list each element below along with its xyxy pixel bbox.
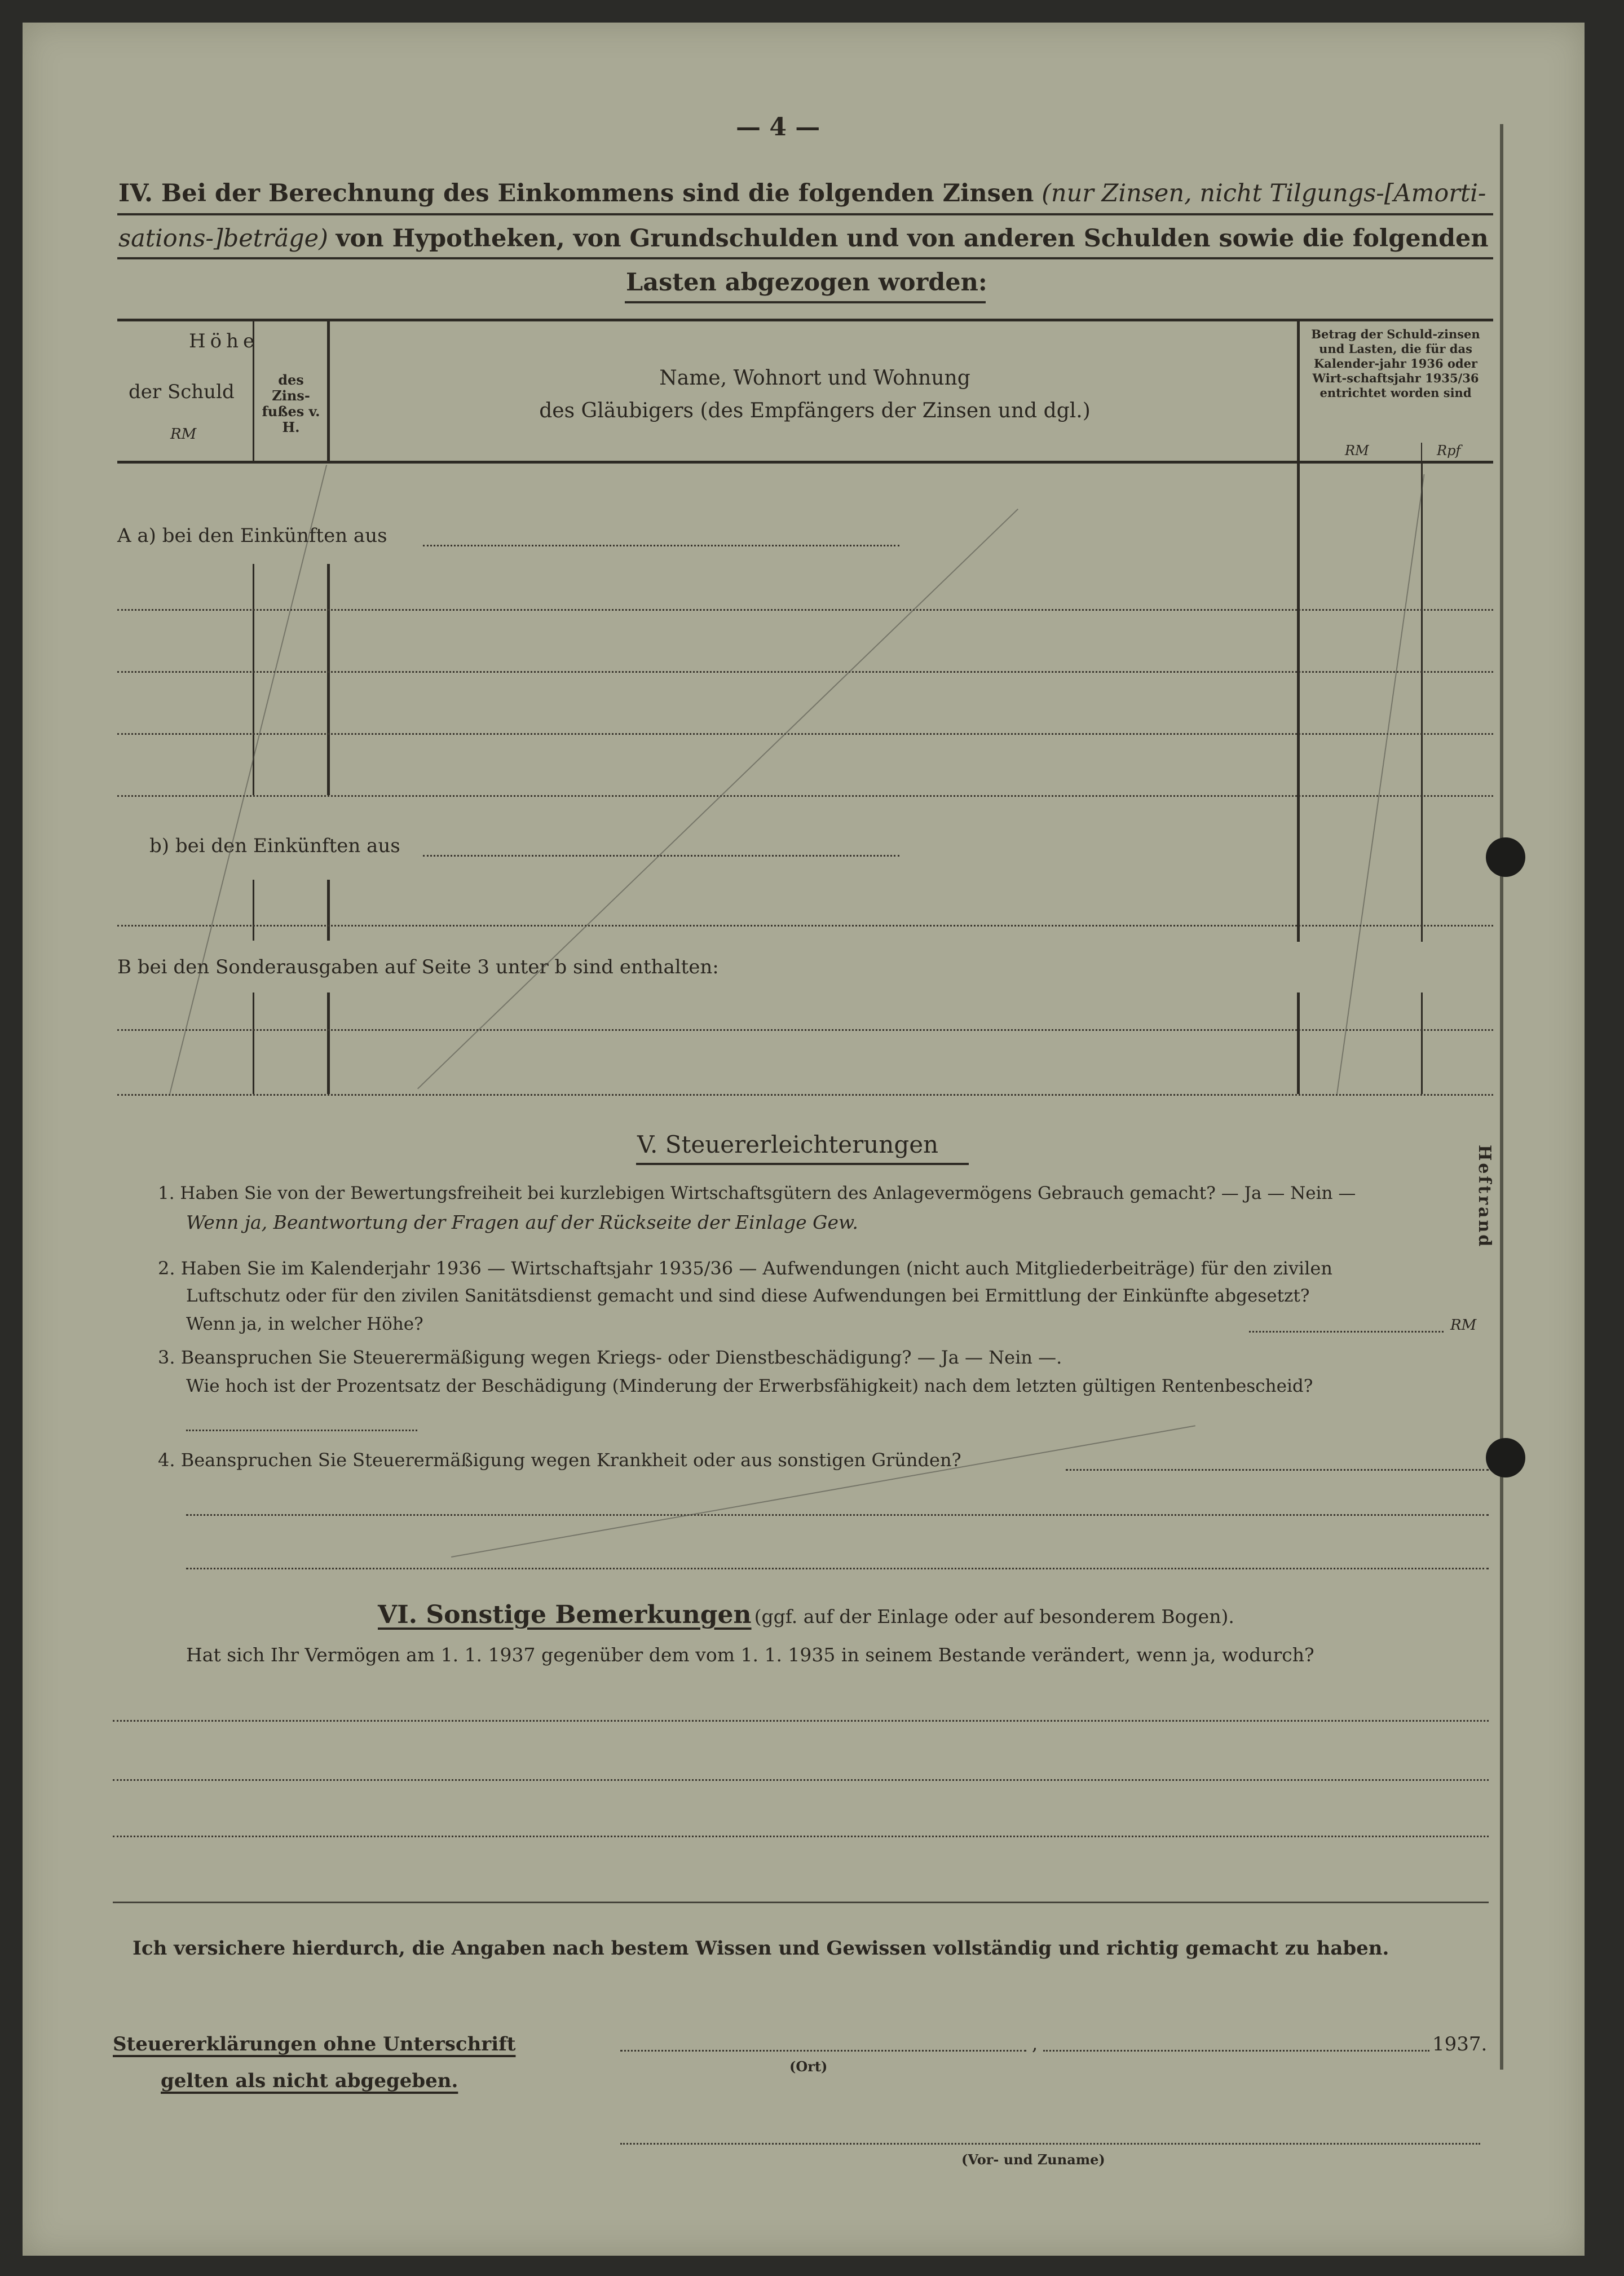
header-schuld-unit: RM (170, 426, 197, 443)
row-a-field[interactable] (423, 545, 899, 546)
table-top-rule (117, 319, 1493, 321)
row-b-label: b) bei den Einkünften aus (149, 835, 400, 857)
table-row-line (117, 925, 1493, 927)
comma: , (1032, 2033, 1038, 2054)
q1b: Wenn ja, Beantwortung der Fragen auf der Rückseite der Einlage Gew. (186, 1211, 858, 1233)
divider (113, 1902, 1489, 1903)
table-row-line (117, 1094, 1493, 1096)
header-hoehe: Höhe (189, 330, 259, 352)
pencil-stroke (451, 1425, 1195, 1558)
q2b: Luftschutz oder für den zivilen Sanitätsdienst gemacht und sind diese Aufwendungen bei Ermittlung der Einkünfte abgesetzt? (186, 1286, 1310, 1306)
table-row-line (117, 795, 1493, 797)
header-name-2: des Gläubigers (des Empfängers der Zinsen und dgl.) (539, 399, 1091, 422)
q2-unit: RM (1450, 1317, 1477, 1334)
q4-field-line[interactable] (186, 1568, 1489, 1569)
row-sonder-label: B bei den Sonderausgaben auf Seite 3 unter b sind enthalten: (117, 956, 719, 978)
section-v-title: V. Steuererleichterungen (637, 1131, 939, 1158)
punch-hole-top (1486, 837, 1525, 877)
col-divider (327, 993, 330, 1094)
header-betrag-rpf: Rpf (1437, 443, 1461, 458)
table-header-rule (117, 461, 1493, 464)
row-a-label: A a) bei den Einkünften aus (117, 524, 387, 547)
binding-edge (1500, 124, 1503, 2070)
date-field[interactable] (1043, 2050, 1429, 2052)
table-row-line (117, 609, 1493, 611)
section-iv-line1-italic: (nur Zinsen, nicht Tilgungs-[Amorti- (1042, 179, 1486, 208)
col-divider (1421, 443, 1422, 462)
q1: 1. Haben Sie von der Bewertungsfreiheit bei kurzlebigen Wirtschaftsgütern des Anlagevermögens Gebrauch gemacht? — Ja — Nein — (158, 1183, 1356, 1203)
col-divider (253, 880, 254, 941)
section-iv-line2-bold: von Hypotheken, von Grundschulden und von anderen Schulden sowie die folgenden (336, 224, 1489, 253)
remarks-line[interactable] (113, 1779, 1489, 1781)
punch-hole-bottom (1486, 1438, 1525, 1477)
q4-field[interactable] (1066, 1469, 1489, 1471)
header-zinsfuss: des Zins-fußes v. H. (262, 372, 320, 435)
header-schuld: der Schuld (129, 381, 235, 403)
table-row-line (117, 733, 1493, 735)
table-row-line (117, 671, 1493, 673)
header-betrag: Betrag der Schuld-zinsen und Lasten, die für das Kalender-jahr 1936 oder Wirt-schaftsjahr 1935/36 entrichtet worden sind (1311, 327, 1480, 400)
q2a: 2. Haben Sie im Kalenderjahr 1936 — Wirtschaftsjahr 1935/36 — Aufwendungen (nicht auch Mitgliederbeiträge) für den zivilen (158, 1258, 1332, 1279)
col-divider (253, 993, 254, 1094)
section-vi-note: (ggf. auf der Einlage oder auf besonderem Bogen). (754, 1605, 1234, 1627)
q4-field-line[interactable] (186, 1514, 1489, 1516)
col-divider (327, 320, 330, 464)
q3a: 3. Beanspruchen Sie Steuerermäßigung wegen Kriegs- oder Dienstbeschädigung? — Ja — Nein —. (158, 1347, 1062, 1368)
warning-line-2: gelten als nicht abgegeben. (161, 2070, 458, 2092)
underline (117, 213, 1493, 215)
remarks-line[interactable] (113, 1836, 1489, 1837)
q3b: Wie hoch ist der Prozentsatz der Beschädigung (Minderung der Erwerbsfähigkeit) nach dem letzten gültigen Rentenbescheid? (186, 1376, 1313, 1396)
ort-label: (Ort) (789, 2058, 828, 2075)
q4: 4. Beanspruchen Sie Steuerermäßigung wegen Krankheit oder aus sonstigen Gründen? (158, 1449, 961, 1471)
section-vi-title: VI. Sonstige Bemerkungen (378, 1600, 752, 1629)
pencil-stroke (1336, 474, 1424, 1094)
section-iv-line3: Lasten abgezogen worden: (626, 268, 987, 297)
section-iv-line2-italic: sations-]beträge) (118, 224, 328, 253)
col-divider (1421, 462, 1423, 942)
margin-label: Heftrand (1475, 1145, 1494, 1249)
header-betrag-rm: RM (1345, 443, 1369, 458)
underline (625, 301, 986, 303)
col-divider (327, 564, 330, 795)
col-divider (1297, 462, 1300, 942)
remarks-line[interactable] (113, 1720, 1489, 1722)
form-sheet (23, 23, 1585, 2256)
col-divider (327, 880, 330, 941)
q2c: Wenn ja, in welcher Höhe? (186, 1314, 423, 1334)
header-name-1: Name, Wohnort und Wohnung (659, 367, 970, 390)
declaration: Ich versichere hierdurch, die Angaben nach bestem Wissen und Gewissen vollständig und richtig gemacht zu haben. (133, 1937, 1389, 1960)
underline (117, 257, 1493, 259)
section-vi-heading (378, 1600, 1234, 1629)
col-divider (1297, 320, 1300, 464)
section-iv-line1 (118, 179, 1486, 208)
q3-percent-field[interactable] (186, 1430, 417, 1431)
section-iv-line1-bold: IV. Bei der Berechnung des Einkommens sind die folgenden Zinsen (118, 179, 1034, 208)
section-vi-question: Hat sich Ihr Vermögen am 1. 1. 1937 gegenüber dem vom 1. 1. 1935 in seinem Bestande verändert, wenn ja, wodurch? (186, 1644, 1314, 1666)
place-field[interactable] (620, 2050, 1026, 2052)
col-divider (1421, 993, 1423, 1094)
page-number: — 4 — (736, 113, 820, 142)
name-label: (Vor- und Zuname) (961, 2151, 1105, 2168)
section-iv-line2 (118, 224, 1489, 253)
warning-line-1: Steuererklärungen ohne Unterschrift (113, 2033, 516, 2056)
year: 1937. (1432, 2033, 1488, 2056)
table-row-line (117, 1029, 1493, 1031)
col-divider (1297, 993, 1300, 1094)
pencil-stroke (417, 509, 1018, 1090)
underline (636, 1163, 969, 1165)
signature-field[interactable] (620, 2143, 1480, 2145)
pencil-stroke (169, 465, 327, 1094)
q2-amount-field[interactable] (1249, 1331, 1444, 1333)
row-b-field[interactable] (423, 855, 899, 857)
